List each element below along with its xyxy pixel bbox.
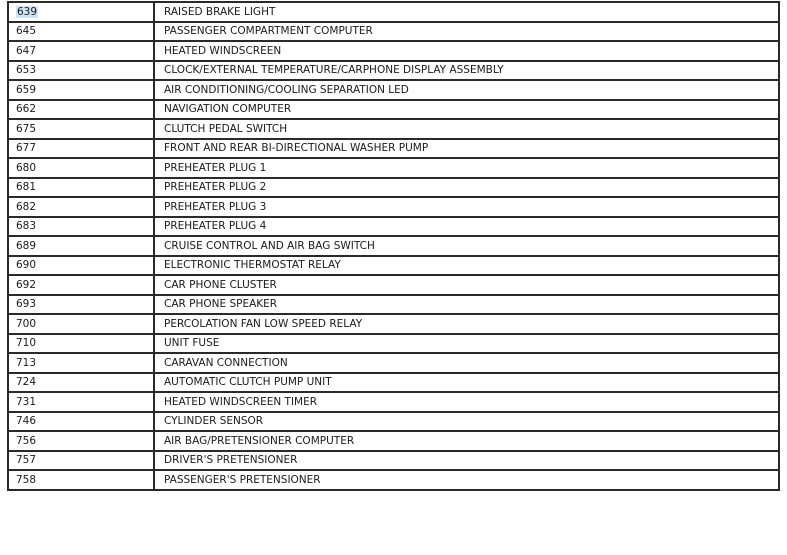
component-code-cell[interactable] [8,353,154,373]
component-code[interactable]: 710 [16,337,37,350]
component-description[interactable]: AIR CONDITIONING/COOLING SEPARATION LED [164,83,409,96]
component-description[interactable]: CYLINDER SENSOR [164,415,264,428]
component-description-cell[interactable] [154,119,779,139]
component-code-cell[interactable] [8,392,154,412]
component-code-cell[interactable] [8,139,154,159]
component-code-cell[interactable] [8,334,154,354]
component-description[interactable]: AIR BAG/PRETENSIONER COMPUTER [164,434,355,447]
component-code[interactable]: 677 [16,142,37,155]
component-description-cell[interactable] [154,451,779,471]
component-code[interactable]: 653 [16,64,37,77]
component-description[interactable]: PERCOLATION FAN LOW SPEED RELAY [164,317,363,330]
component-description-cell[interactable] [154,334,779,354]
component-description[interactable]: PASSENGER'S PRETENSIONER [164,473,321,486]
component-code-cell[interactable] [8,236,154,256]
component-code[interactable]: 700 [16,317,37,330]
component-description-cell[interactable] [154,80,779,100]
component-description-cell[interactable] [154,41,779,61]
component-description-cell[interactable] [154,139,779,159]
component-code[interactable]: 756 [16,434,37,447]
component-description-cell[interactable] [154,100,779,120]
table-row [8,178,779,198]
component-code[interactable]: 647 [16,44,37,57]
component-code[interactable]: 724 [16,376,37,389]
component-code-cell[interactable] [8,314,154,334]
table-row [8,470,779,490]
component-code-cell[interactable] [8,80,154,100]
component-description[interactable]: CARAVAN CONNECTION [164,356,288,369]
component-description-cell[interactable] [154,412,779,432]
component-code[interactable]: 746 [16,415,37,428]
component-code-cell[interactable] [8,275,154,295]
component-description-cell[interactable] [154,2,779,22]
component-description[interactable]: CLUTCH PEDAL SWITCH [164,122,288,135]
component-description-cell[interactable] [154,256,779,276]
component-description[interactable]: CAR PHONE SPEAKER [164,298,278,311]
table-row [8,236,779,256]
component-description-cell[interactable] [154,470,779,490]
component-code[interactable]: 680 [16,161,37,174]
table-row [8,451,779,471]
component-description-cell[interactable] [154,217,779,237]
component-code-cell[interactable] [8,41,154,61]
component-description[interactable]: AUTOMATIC CLUTCH PUMP UNIT [164,376,332,389]
table-row [8,61,779,81]
component-description[interactable]: CRUISE CONTROL AND AIR BAG SWITCH [164,239,375,252]
component-description-cell[interactable] [154,392,779,412]
selected-component-code[interactable]: 639 [17,5,38,18]
table-row [8,217,779,237]
table-row [8,119,779,139]
component-description[interactable]: DRIVER'S PRETENSIONER [164,454,298,467]
component-description[interactable]: CLOCK/EXTERNAL TEMPERATURE/CARPHONE DISPLAY ASSEMBLY [164,64,504,77]
component-code-cell[interactable] [8,470,154,490]
component-code-cell[interactable] [8,197,154,217]
component-code-cell[interactable] [8,100,154,120]
table-row [8,80,779,100]
component-description[interactable]: PREHEATER PLUG 4 [164,220,267,233]
component-code[interactable]: 757 [16,454,37,467]
component-description[interactable]: NAVIGATION COMPUTER [164,103,292,116]
component-description[interactable]: PREHEATER PLUG 1 [164,161,267,174]
component-description[interactable]: HEATED WINDSCREEN TIMER [164,395,318,408]
component-description-cell[interactable] [154,197,779,217]
component-code[interactable]: 758 [16,473,37,486]
component-description[interactable]: HEATED WINDSCREEN [164,44,282,57]
table-row [8,314,779,334]
component-description-cell[interactable] [154,158,779,178]
component-code-cell[interactable] [8,178,154,198]
table-row [8,275,779,295]
component-code-cell[interactable] [8,431,154,451]
component-table-container [7,1,780,491]
table-row [8,100,779,120]
component-description[interactable]: PASSENGER COMPARTMENT COMPUTER [164,25,373,38]
component-code[interactable]: 682 [16,200,37,213]
component-code[interactable]: 689 [16,239,37,252]
component-code-table [7,1,780,491]
component-description-cell[interactable] [154,431,779,451]
component-code-cell[interactable] [8,295,154,315]
component-code-cell[interactable] [8,22,154,42]
component-description[interactable]: CAR PHONE CLUSTER [164,278,277,291]
component-description[interactable]: RAISED BRAKE LIGHT [164,5,276,18]
component-code-cell[interactable] [8,2,154,22]
table-row [8,295,779,315]
component-description[interactable]: PREHEATER PLUG 2 [164,181,267,194]
table-row [8,2,779,22]
table-row [8,334,779,354]
table-row [8,392,779,412]
table-row [8,412,779,432]
component-code[interactable]: 662 [16,103,37,116]
table-row [8,431,779,451]
component-description-cell[interactable] [154,236,779,256]
component-code-cell[interactable] [8,158,154,178]
component-code-cell[interactable] [8,61,154,81]
component-table-body [8,2,779,490]
component-description-cell[interactable] [154,178,779,198]
component-description-cell[interactable] [154,295,779,315]
component-code-cell[interactable] [8,217,154,237]
component-description[interactable]: PREHEATER PLUG 3 [164,200,267,213]
component-description-cell[interactable] [154,314,779,334]
component-description-cell[interactable] [154,22,779,42]
component-description[interactable]: ELECTRONIC THERMOSTAT RELAY [164,259,341,272]
component-code[interactable]: 683 [16,220,37,233]
table-row [8,158,779,178]
table-row [8,41,779,61]
component-description-cell[interactable] [154,353,779,373]
component-code[interactable]: 692 [16,278,37,291]
component-code-cell[interactable] [8,256,154,276]
table-row [8,353,779,373]
component-code[interactable]: 731 [16,395,37,408]
table-row [8,22,779,42]
component-code[interactable]: 693 [16,298,37,311]
component-code-cell[interactable] [8,373,154,393]
component-description-cell[interactable] [154,373,779,393]
table-row [8,373,779,393]
table-row [8,197,779,217]
component-description-cell[interactable] [154,61,779,81]
component-code[interactable]: 659 [16,83,37,96]
table-row [8,256,779,276]
component-code[interactable]: 645 [16,25,37,38]
table-row [8,139,779,159]
component-code[interactable]: 690 [16,259,37,272]
component-code-cell[interactable] [8,412,154,432]
component-code[interactable]: 681 [16,181,37,194]
component-description[interactable]: FRONT AND REAR BI-DIRECTIONAL WASHER PUMP [164,142,429,155]
component-code-cell[interactable] [8,451,154,471]
component-code-cell[interactable] [8,119,154,139]
component-description[interactable]: UNIT FUSE [164,337,220,350]
component-code[interactable]: 675 [16,122,37,135]
component-description-cell[interactable] [154,275,779,295]
component-code[interactable]: 713 [16,356,37,369]
